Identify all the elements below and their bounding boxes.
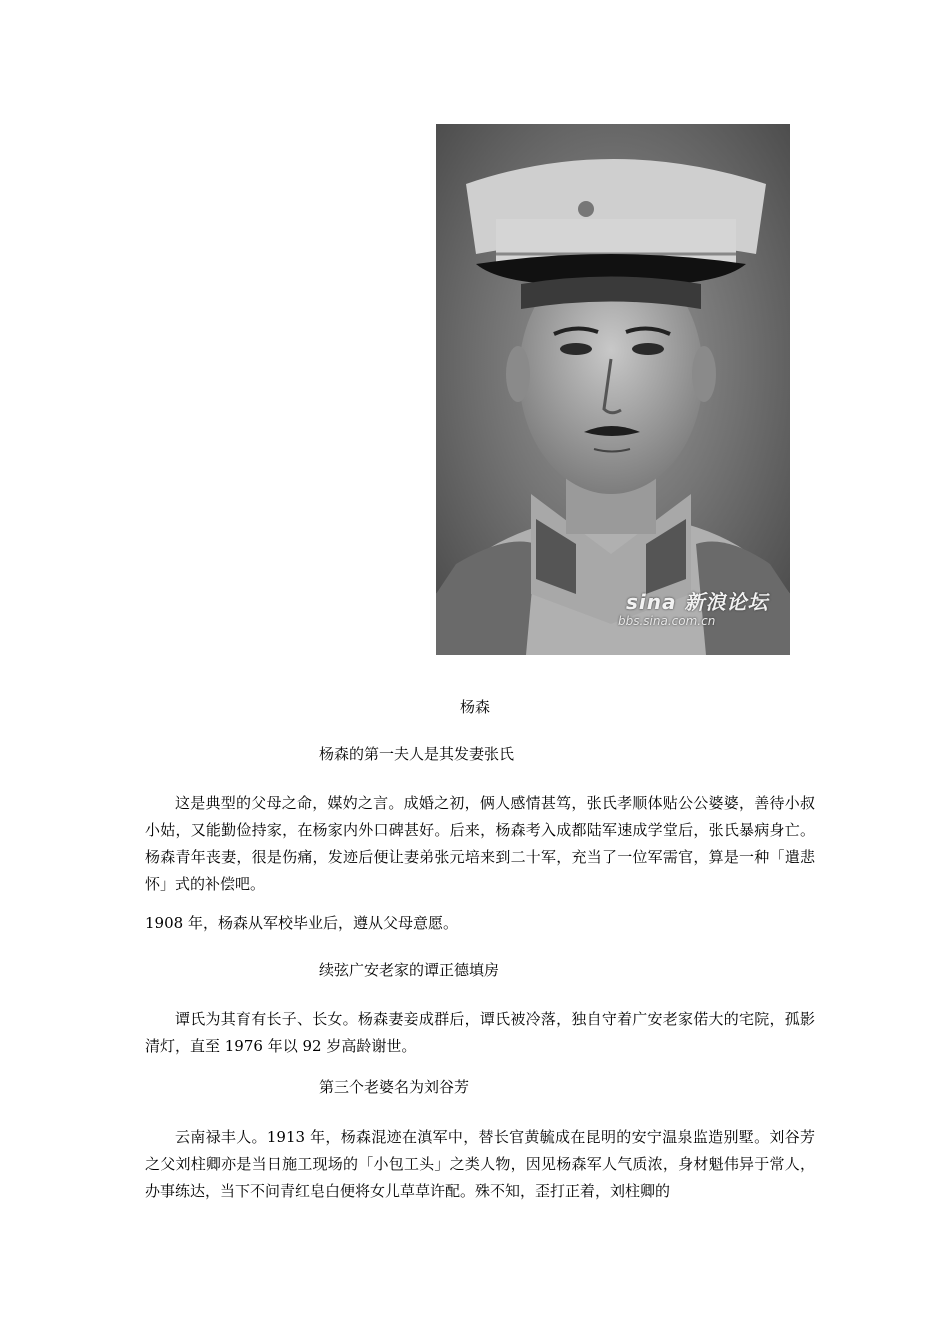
- paragraph-graduation: 1908 年，杨森从军校毕业后，遵从父母意愿。: [145, 914, 458, 932]
- section-heading-second-wife: 续弦广安老家的谭正德填房: [319, 961, 500, 979]
- section-heading-first-wife: 杨森的第一夫人是其发妻张氏: [319, 745, 515, 763]
- paragraph-first-wife: 这是典型的父母之命，媒妁之言。成婚之初，俩人感情甚笃，张氏孝顺体贴公公婆婆，善待小叔小姑，又能勤俭持家，在杨家内外口碑甚好。后来，杨森考入成都陆军速成学堂后，张氏暴病身亡。杨森青年丧妻，很是伤痛，发迹后便让妻弟张元培来到二十军，充当了一位军需官，算是一种「遣悲怀」式的补偿吧。: [145, 794, 815, 893]
- paragraph-second-wife: 谭氏为其育有长子、长女。杨森妻妾成群后，谭氏被冷落，独自守着广安老家偌大的宅院，孤影清灯，直至 1976 年以 92 岁高龄谢世。: [145, 1010, 815, 1055]
- portrait-icon: [436, 124, 790, 655]
- watermark-url: bbs.sina.com.cn: [618, 614, 716, 628]
- photo-caption: 杨森: [459, 698, 490, 716]
- paragraph-third-wife: 云南禄丰人。1913 年，杨森混迹在滇军中，替长官黄毓成在昆明的安宁温泉监造别墅。刘谷芳之父刘柱卿亦是当日施工现场的「小包工头」之类人物，因见杨森军人气质浓，身材魁伟异于常人，办事练达，当下不问青红皂白便将女儿草草许配。殊不知，歪打正着，刘柱卿的: [145, 1128, 815, 1200]
- watermark-logo: sina 新浪论坛: [626, 590, 769, 614]
- section-heading-third-wife: 第三个老婆名为刘谷芳: [319, 1078, 470, 1096]
- portrait-photo: [436, 124, 790, 655]
